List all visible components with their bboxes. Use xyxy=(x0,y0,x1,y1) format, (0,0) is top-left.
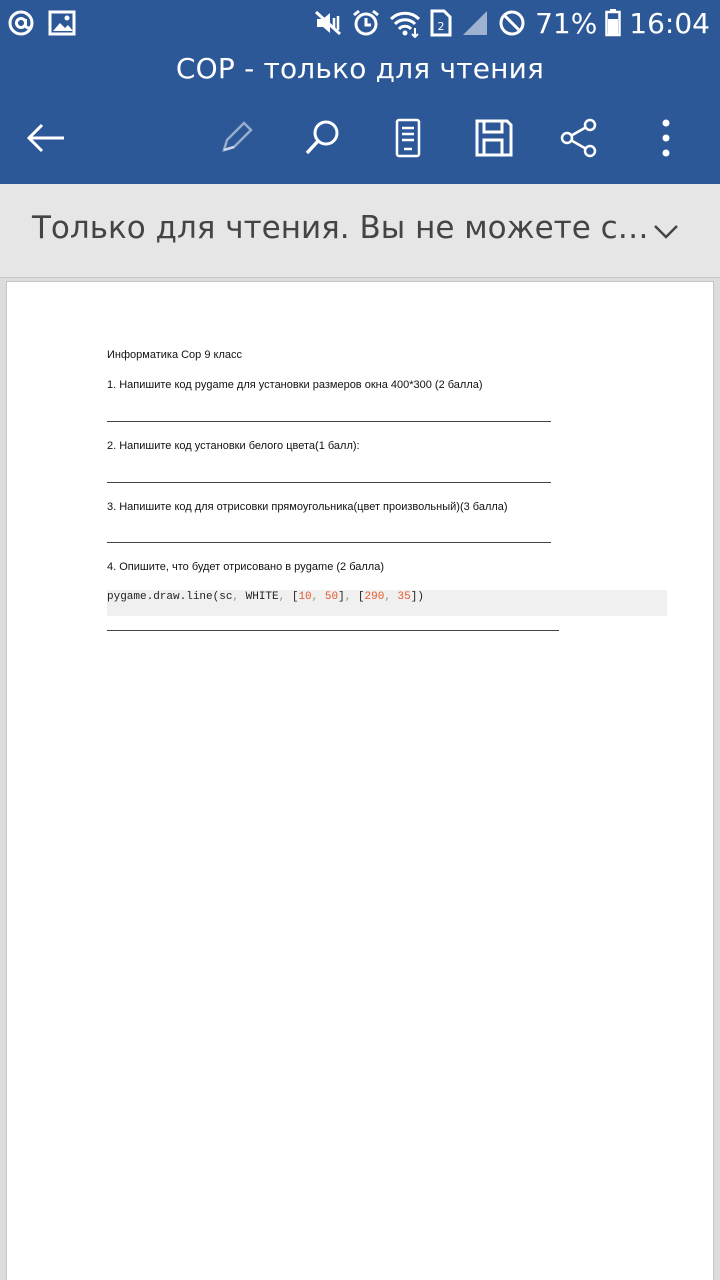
pencil-icon xyxy=(216,118,256,158)
at-sign-icon xyxy=(6,8,36,38)
save-icon xyxy=(474,118,514,158)
document-title: СОР - только для чтения xyxy=(175,52,545,85)
do-not-disturb-icon xyxy=(497,8,527,38)
banner-text: Только для чтения. Вы не можете с… xyxy=(32,210,649,246)
reading-view-button[interactable] xyxy=(380,112,436,164)
app-bar xyxy=(0,0,720,184)
document-header: Информатика Сор 9 класс xyxy=(107,349,242,361)
battery-icon xyxy=(605,9,621,37)
wifi-icon xyxy=(389,8,421,38)
answer-line-1 xyxy=(107,421,551,422)
answer-line-3 xyxy=(107,542,551,543)
toolbar xyxy=(0,108,720,168)
arrow-left-icon xyxy=(26,123,66,153)
mute-icon xyxy=(313,8,343,38)
share-icon xyxy=(559,118,599,158)
more-options-button[interactable] xyxy=(638,112,694,164)
more-vertical-icon xyxy=(660,118,672,158)
edit-button[interactable] xyxy=(208,112,264,164)
save-button[interactable] xyxy=(466,112,522,164)
battery-percent: 71% xyxy=(535,6,598,40)
document-page xyxy=(6,281,714,1280)
search-button[interactable] xyxy=(294,112,350,164)
image-icon xyxy=(48,10,76,36)
svg-text:2: 2 xyxy=(437,20,445,33)
mobile-view-icon xyxy=(393,118,423,158)
question-3: 3. Напишите код для отрисовки прямоугольника(цвет произвольный)(3 балла) xyxy=(107,501,508,513)
status-bar xyxy=(0,0,720,46)
question-1: 1. Напишите код pygame для установки размеров окна 400*300 (2 балла) xyxy=(107,379,483,391)
question-4: 4. Опишите, что будет отрисовано в pygame (2 балла) xyxy=(107,561,384,573)
answer-line-4 xyxy=(107,630,559,631)
share-button[interactable] xyxy=(551,112,607,164)
sim-card-icon xyxy=(429,8,453,38)
answer-line-2 xyxy=(107,482,551,483)
alarm-icon xyxy=(351,8,381,38)
question-2: 2. Напишите код установки белого цвета(1 балл): xyxy=(107,440,360,452)
chevron-down-icon[interactable] xyxy=(650,216,682,248)
read-only-banner[interactable] xyxy=(0,184,720,278)
clock: 16:04 xyxy=(629,6,710,40)
code-snippet: pygame.draw.line(sc, WHITE, [10, 50], [290, 35]) xyxy=(107,590,667,616)
search-icon xyxy=(302,118,342,158)
back-button[interactable] xyxy=(18,112,74,164)
signal-icon xyxy=(461,9,489,37)
